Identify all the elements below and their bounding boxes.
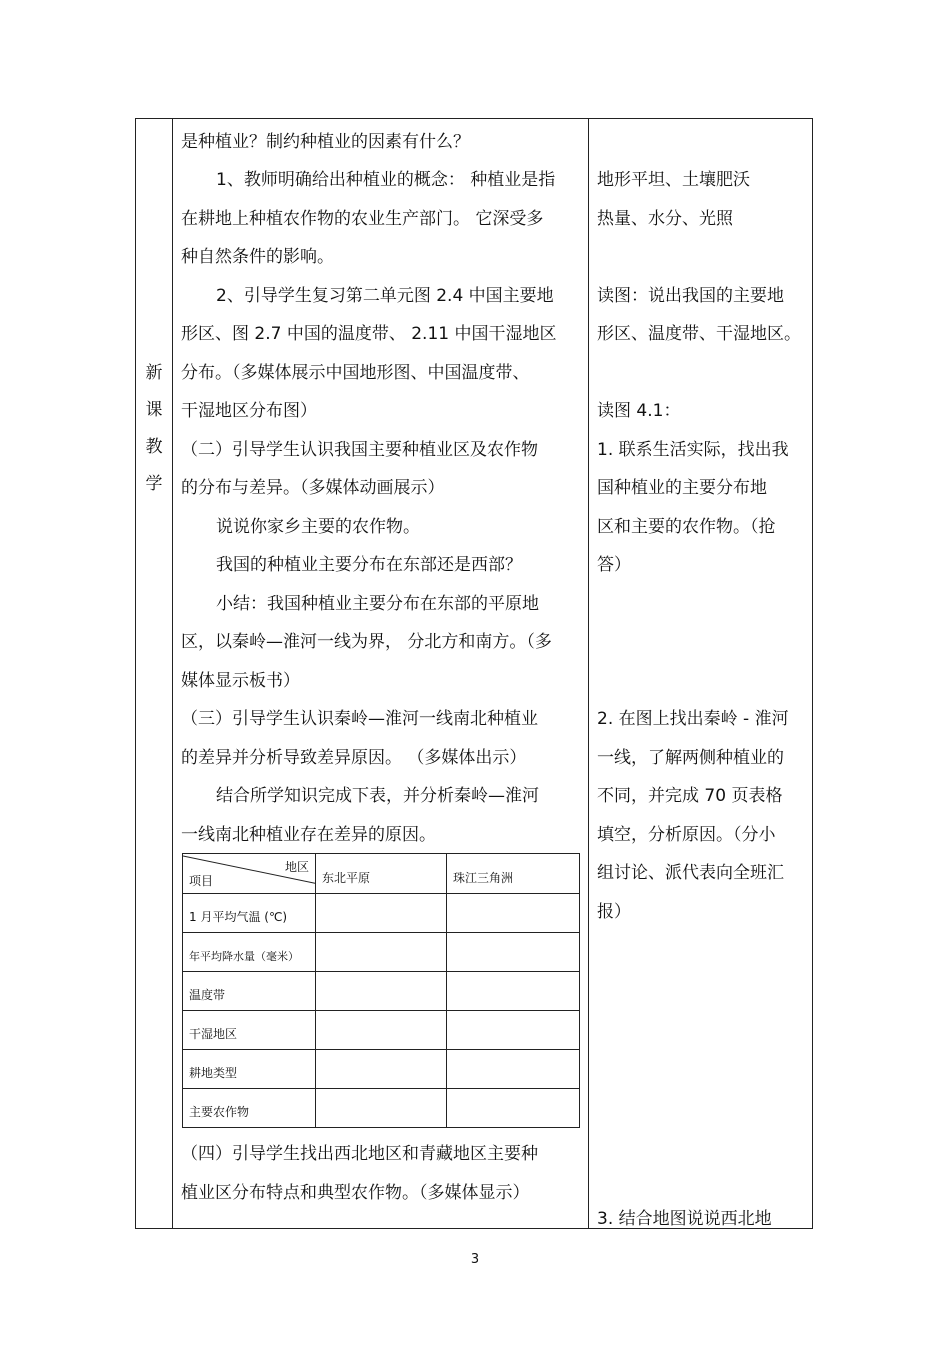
- table-row: [183, 1050, 580, 1089]
- column-divider-left: [172, 119, 173, 1228]
- student-text-line: 国种植业的主要分布地: [597, 478, 767, 498]
- student-text-line: 报）: [597, 902, 631, 922]
- table-cell-empty[interactable]: [447, 1011, 580, 1050]
- teacher-text-line: 说说你家乡主要的农作物。: [216, 517, 420, 537]
- student-text-line: 地形平坦、土壤肥沃: [597, 170, 750, 190]
- teacher-text-line: 结合所学知识完成下表，并分析秦岭—淮河: [216, 786, 539, 806]
- column-divider-right: [588, 119, 589, 1228]
- table-cell-empty[interactable]: [447, 1050, 580, 1089]
- table-cell-empty[interactable]: [316, 1011, 447, 1050]
- teacher-text-line: 1、教师明确给出种植业的概念： 种植业是指: [216, 170, 556, 190]
- teacher-text-line: 干湿地区分布图）: [181, 401, 317, 421]
- corner-label-region: 地区: [284, 860, 309, 874]
- table-cell-empty[interactable]: [316, 972, 447, 1011]
- teacher-text-line: 小结：我国种植业主要分布在东部的平原地: [216, 594, 539, 614]
- teacher-text-line: 是种植业？制约种植业的因素有什么？: [181, 132, 470, 152]
- table-row: [183, 1089, 580, 1128]
- table-row-header: 年平均降水量（毫米）: [183, 933, 316, 972]
- page-number: 3: [470, 1252, 480, 1267]
- table-row-header: 干湿地区: [183, 1011, 316, 1050]
- table-cell-empty[interactable]: [447, 933, 580, 972]
- table-header-row: [183, 854, 580, 894]
- table-column-header: 东北平原: [316, 854, 447, 894]
- teacher-text-line: 形区、图 2.7 中国的温度带、 2.11 中国干湿地区: [181, 324, 557, 344]
- teacher-text-line: 分布。（多媒体展示中国地形图、中国温度带、: [181, 363, 530, 383]
- student-text-line: 读图 4.1：: [597, 401, 681, 421]
- table-cell-empty[interactable]: [316, 933, 447, 972]
- student-text-line: 形区、温度带、干湿地区。: [597, 324, 801, 344]
- teacher-text-line: 我国的种植业主要分布在东部还是西部？: [216, 555, 522, 575]
- teacher-text-line: 种自然条件的影响。: [181, 247, 334, 267]
- student-text-line: 不同，并完成 70 页表格: [597, 786, 783, 806]
- student-text-line: 1. 联系生活实际，找出我: [597, 440, 789, 460]
- corner-label-item: 项目: [189, 874, 214, 888]
- table-cell-empty[interactable]: [316, 1089, 447, 1128]
- table-cell-empty[interactable]: [316, 894, 447, 933]
- table-cell-empty[interactable]: [447, 894, 580, 933]
- table-corner-cell: [183, 854, 316, 894]
- table-row: [183, 972, 580, 1011]
- table-row: [183, 1011, 580, 1050]
- student-text-line: 组讨论、派代表向全班汇: [597, 863, 784, 883]
- student-text-line: 读图：说出我国的主要地: [597, 286, 784, 306]
- section-label-char: 教: [145, 437, 163, 457]
- student-text-line: 3. 结合地图说说西北地: [597, 1209, 772, 1229]
- student-text-line: 2. 在图上找出秦岭 - 淮河: [597, 709, 789, 729]
- table-row: [183, 894, 580, 933]
- comparison-table: [182, 853, 580, 1128]
- student-text-line: 区和主要的农作物。（抢: [597, 517, 776, 537]
- teacher-text-line: 区，以秦岭—淮河一线为界， 分北方和南方。（多: [181, 632, 552, 652]
- section-label-char: 课: [145, 400, 163, 420]
- student-text-line: 填空，分析原因。（分小: [597, 825, 776, 845]
- section-label-char: 新: [145, 363, 163, 383]
- teacher-text-line: （三）引导学生认识秦岭—淮河一线南北种植业: [181, 709, 538, 729]
- teacher-text-line: 的分布与差异。（多媒体动画展示）: [181, 478, 445, 498]
- teacher-text-line: （二）引导学生认识我国主要种植业区及农作物: [181, 440, 538, 460]
- table-row-header: 1 月平均气温 (℃): [183, 894, 316, 933]
- table-cell-empty[interactable]: [316, 1050, 447, 1089]
- table-cell-empty[interactable]: [447, 1089, 580, 1128]
- table-row-header: 温度带: [183, 972, 316, 1011]
- section-label: [136, 355, 172, 503]
- table-row-header: 耕地类型: [183, 1050, 316, 1089]
- teacher-text-line: 2、引导学生复习第二单元图 2.4 中国主要地: [216, 286, 554, 306]
- teacher-text-line: 媒体显示板书）: [181, 671, 300, 691]
- teacher-text-line: 植业区分布特点和典型农作物。（多媒体显示）: [181, 1183, 530, 1203]
- student-text-line: 热量、水分、光照: [597, 209, 733, 229]
- section-label-char: 学: [145, 474, 163, 494]
- teacher-text-line: （四）引导学生找出西北地区和青藏地区主要种: [181, 1144, 538, 1164]
- table-row-header: 主要农作物: [183, 1089, 316, 1128]
- teacher-text-line: 在耕地上种植农作物的农业生产部门。 它深受多: [181, 209, 544, 229]
- table-row: [183, 933, 580, 972]
- student-text-line: 一线，了解两侧种植业的: [597, 748, 784, 768]
- table-column-header: 珠江三角洲: [447, 854, 580, 894]
- teacher-text-line: 一线南北种植业存在差异的原因。: [181, 825, 436, 845]
- student-text-line: 答）: [597, 555, 631, 575]
- teacher-text-line: 的差异并分析导致差异原因。 （多媒体出示）: [181, 748, 527, 768]
- table-cell-empty[interactable]: [447, 972, 580, 1011]
